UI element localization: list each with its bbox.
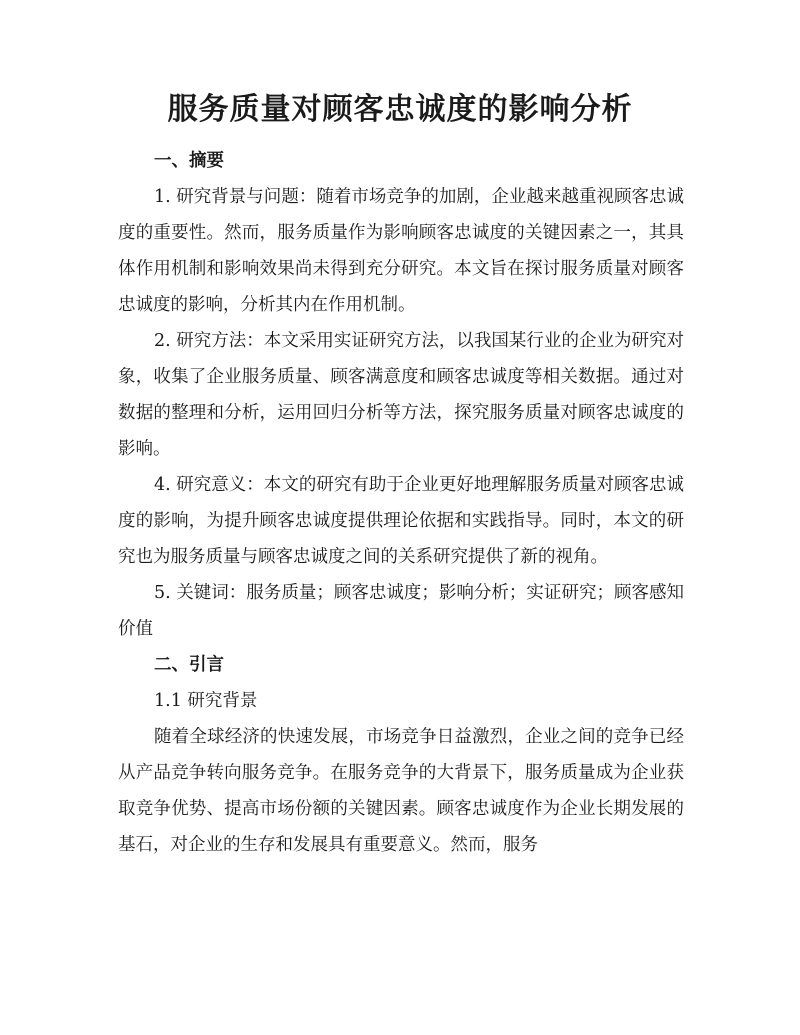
abstract-paragraph-method: 2. 研究方法：本文采用实证研究方法，以我国某行业的企业为研究对象，收集了企业服务质量、顾客满意度和顾客忠诚度等相关数据。通过对数据的整理和分析，运用回归分析等方法，探究服务质量对顾客忠诚度的影响。 xyxy=(118,331,684,459)
document-title: 服务质量对顾客忠诚度的影响分析 xyxy=(167,92,633,127)
section-heading-abstract: 一、摘要 xyxy=(154,151,224,171)
abstract-paragraph-background: 1. 研究背景与问题：随着市场竞争的加剧，企业越来越重视顾客忠诚度的重要性。然而，服务质量作为影响顾客忠诚度的关键因素之一，其具体作用机制和影响效果尚未得到充分研究。本文旨在探讨服务质量对顾客忠诚度的影响，分析其内在作用机制。 xyxy=(118,187,684,315)
subsection-heading-background: 1.1 研究背景 xyxy=(154,691,258,711)
intro-paragraph: 随着全球经济的快速发展，市场竞争日益激烈，企业之间的竞争已经从产品竞争转向服务竞争。在服务竞争的大背景下，服务质量成为企业获取竞争优势、提高市场份额的关键因素。顾客忠诚度作为企业长期发展的基石，对企业的生存和发展具有重要意义。然而，服务 xyxy=(118,727,684,855)
abstract-paragraph-keywords: 5. 关键词：服务质量；顾客忠诚度；影响分析；实证研究；顾客感知价值 xyxy=(118,583,684,639)
document-body xyxy=(118,143,684,863)
abstract-paragraph-significance: 4. 研究意义：本文的研究有助于企业更好地理解服务质量对顾客忠诚度的影响，为提升顾客忠诚度提供理论依据和实践指导。同时，本文的研究也为服务质量与顾客忠诚度之间的关系研究提供了新的视角。 xyxy=(118,475,684,567)
section-heading-introduction: 二、引言 xyxy=(154,655,224,675)
